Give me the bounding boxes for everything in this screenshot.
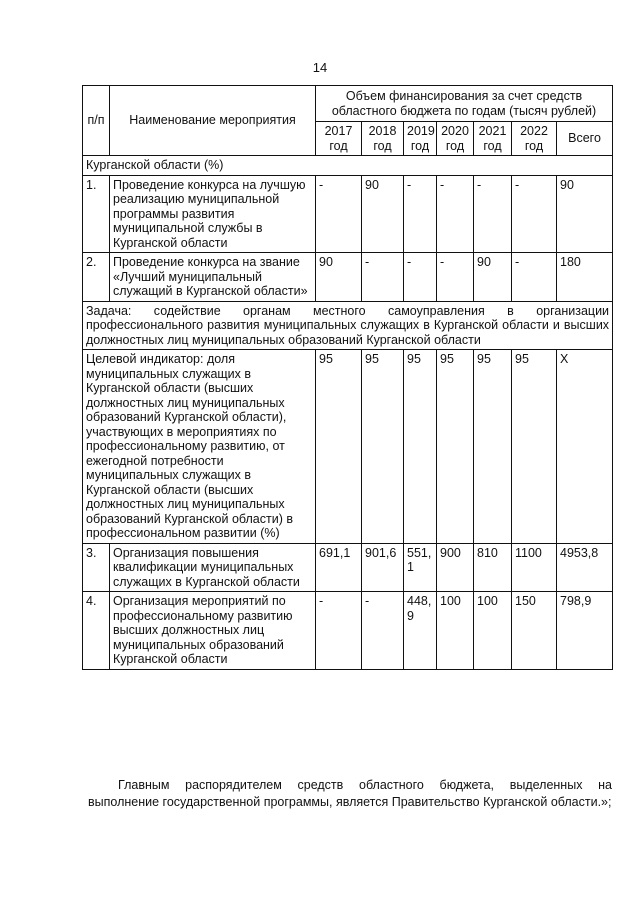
header-year-2017: 2017 год — [316, 122, 362, 156]
header-year-2019: 2019 год — [404, 122, 437, 156]
header-funding: Объем финансирования за счет средств областного бюджета по годам (тысяч рублей) — [316, 86, 613, 122]
row-value: - — [316, 592, 362, 670]
row-value: 901,6 — [362, 543, 404, 592]
page-number: 14 — [312, 60, 328, 75]
row-num: 1. — [83, 175, 110, 253]
continuation-text: Курганской области (%) — [83, 156, 613, 176]
row-value: 90 — [316, 253, 362, 302]
row-value: - — [404, 253, 437, 302]
row-name: Организация мероприятий по профессиональному развитию высших должностных лиц муниципальных образований Курганской области — [110, 592, 316, 670]
table-row — [83, 543, 613, 592]
header-year-2020: 2020 год — [437, 122, 474, 156]
header-num: п/п — [83, 86, 110, 156]
header-year-2018: 2018 год — [362, 122, 404, 156]
row-value: 1100 — [512, 543, 557, 592]
header-total: Всего — [557, 122, 613, 156]
footer-note — [88, 777, 612, 811]
row-num: 3. — [83, 543, 110, 592]
header-row-1 — [83, 86, 613, 122]
footer-note-text: Главным распорядителем средств областного бюджета, выделенных на выполнение государственной программы, является Правительство Курганской области.»; — [88, 778, 612, 809]
indicator-value: 95 — [474, 350, 512, 544]
indicator-value: 95 — [512, 350, 557, 544]
row-name: Проведение конкурса на лучшую реализацию муниципальной программы развития муниципальной службы в Курганской области — [110, 175, 316, 253]
table-row — [83, 592, 613, 670]
table-row — [83, 175, 613, 253]
continuation-row — [83, 156, 613, 176]
header-year-2022: 2022 год — [512, 122, 557, 156]
table-row — [83, 253, 613, 302]
indicator-value: 95 — [404, 350, 437, 544]
row-value: - — [437, 175, 474, 253]
row-value: - — [404, 175, 437, 253]
row-value: - — [362, 253, 404, 302]
row-value: - — [512, 253, 557, 302]
row-value: 90 — [362, 175, 404, 253]
row-value: 551,1 — [404, 543, 437, 592]
row-value: 900 — [437, 543, 474, 592]
row-value: 90 — [474, 253, 512, 302]
row-value: - — [437, 253, 474, 302]
header-year-2021: 2021 год — [474, 122, 512, 156]
indicator-value: 95 — [437, 350, 474, 544]
task-row — [83, 301, 613, 350]
row-value: 100 — [437, 592, 474, 670]
row-value: - — [362, 592, 404, 670]
indicator-value: 95 — [316, 350, 362, 544]
row-value: 150 — [512, 592, 557, 670]
indicator-name: Целевой индикатор: доля муниципальных служащих в Курганской области (высших должностных лиц муниципальных образований Курганской области), участвующих в мероприятиях по профессиональному развитию, от ежегодной потребности муниципальных служащих в Курганской области (высших должностных лиц муниципальных образований Курганской области) в профессиональном развитии (%) — [83, 350, 316, 544]
row-name: Организация повышения квалификации муниципальных служащих в Курганской области — [110, 543, 316, 592]
row-value: 448,9 — [404, 592, 437, 670]
row-value: 691,1 — [316, 543, 362, 592]
row-value: - — [474, 175, 512, 253]
row-name: Проведение конкурса на звание «Лучший муниципальный служащий в Курганской области» — [110, 253, 316, 302]
indicator-value: 95 — [362, 350, 404, 544]
indicator-total: Х — [557, 350, 613, 544]
funding-table — [82, 85, 613, 670]
row-value: 810 — [474, 543, 512, 592]
row-total: 180 — [557, 253, 613, 302]
row-total: 798,9 — [557, 592, 613, 670]
task-text: Задача: содействие органам местного самоуправления в организации профессионального развития муниципальных служащих в Курганской области и высших должностных лиц муниципальных образований Курганской области — [83, 301, 613, 350]
row-total: 90 — [557, 175, 613, 253]
row-num: 2. — [83, 253, 110, 302]
row-value: - — [316, 175, 362, 253]
row-total: 4953,8 — [557, 543, 613, 592]
row-value: 100 — [474, 592, 512, 670]
row-value: - — [512, 175, 557, 253]
indicator-row — [83, 350, 613, 544]
row-num: 4. — [83, 592, 110, 670]
header-name: Наименование мероприятия — [110, 86, 316, 156]
